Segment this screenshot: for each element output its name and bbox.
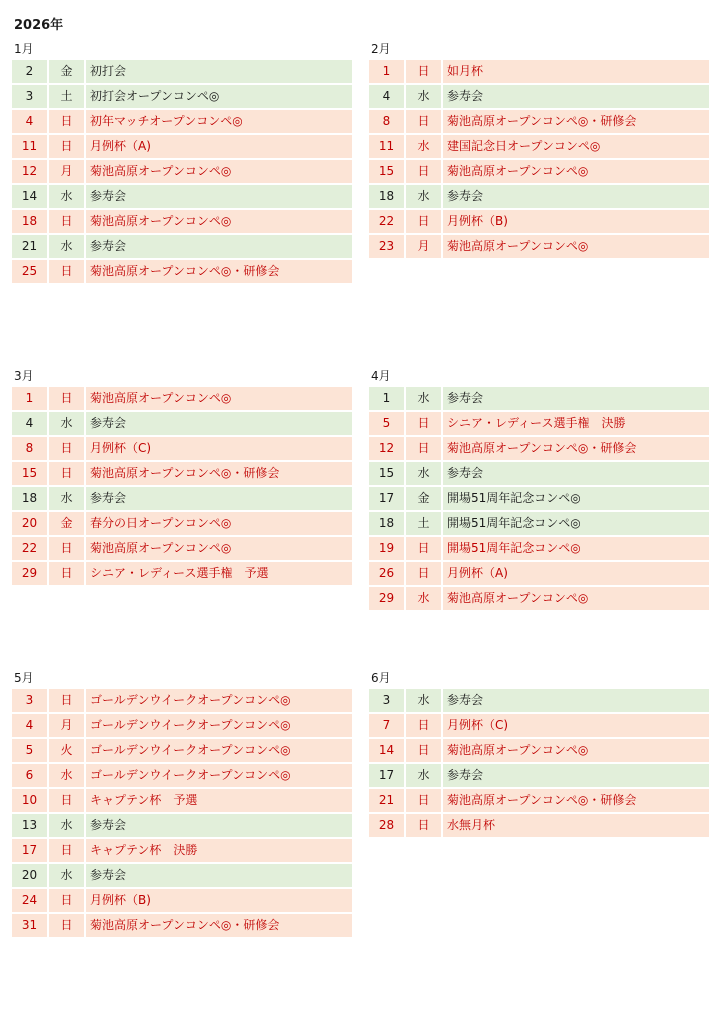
event-cell: 菊池高原オープンコンペ◎: [443, 739, 709, 762]
schedule-row: [12, 764, 352, 787]
schedule-row: [369, 562, 709, 585]
schedule-row: [12, 185, 352, 208]
schedule-row: [369, 789, 709, 812]
schedule-row: [12, 110, 352, 133]
weekday-cell: 日: [406, 437, 441, 460]
weekday-cell: 金: [406, 487, 441, 510]
weekday-cell: 土: [49, 85, 84, 108]
schedule-row: [12, 210, 352, 233]
weekday-cell: 土: [406, 512, 441, 535]
event-cell: 参寿会: [443, 764, 709, 787]
weekday-cell: 水: [406, 85, 441, 108]
day-cell: 22: [369, 210, 404, 233]
schedule-row: [369, 135, 709, 158]
weekday-cell: 日: [49, 437, 84, 460]
schedule-row: [12, 437, 352, 460]
day-cell: 14: [369, 739, 404, 762]
day-cell: 29: [12, 562, 47, 585]
weekday-cell: 日: [49, 789, 84, 812]
day-cell: 18: [369, 512, 404, 535]
schedule-row: [12, 714, 352, 737]
weekday-cell: 日: [49, 889, 84, 912]
event-cell: 如月杯: [443, 60, 709, 83]
weekday-cell: 水: [406, 387, 441, 410]
month-title: 3月: [14, 369, 34, 383]
day-cell: 21: [369, 789, 404, 812]
month-title: 4月: [371, 369, 391, 383]
month-april: [369, 365, 709, 612]
schedule-row: [369, 412, 709, 435]
event-cell: 菊池高原オープンコンペ◎: [86, 387, 352, 410]
event-cell: 菊池高原オープンコンペ◎・研修会: [443, 789, 709, 812]
schedule-row: [12, 814, 352, 837]
day-cell: 21: [12, 235, 47, 258]
day-cell: 3: [369, 689, 404, 712]
day-cell: 17: [369, 487, 404, 510]
weekday-cell: 水: [49, 764, 84, 787]
month-june: [369, 667, 709, 839]
weekday-cell: 日: [406, 160, 441, 183]
day-cell: 14: [12, 185, 47, 208]
day-cell: 18: [12, 487, 47, 510]
weekday-cell: 日: [406, 210, 441, 233]
schedule-row: [12, 60, 352, 83]
schedule-row: [12, 562, 352, 585]
event-cell: 初年マッチオープンコンペ◎: [86, 110, 352, 133]
schedule-row: [369, 764, 709, 787]
day-cell: 1: [369, 387, 404, 410]
event-cell: 菊池高原オープンコンペ◎・研修会: [86, 462, 352, 485]
weekday-cell: 水: [49, 487, 84, 510]
schedule-row: [369, 235, 709, 258]
weekday-cell: 日: [406, 60, 441, 83]
weekday-cell: 水: [406, 185, 441, 208]
event-cell: ゴールデンウイークオープンコンペ◎: [86, 714, 352, 737]
schedule-row: [369, 739, 709, 762]
weekday-cell: 日: [406, 714, 441, 737]
day-cell: 11: [369, 135, 404, 158]
year-title: 2026年: [14, 18, 64, 33]
day-cell: 12: [369, 437, 404, 460]
weekday-cell: 日: [49, 260, 84, 283]
schedule-row: [12, 689, 352, 712]
weekday-cell: 水: [406, 462, 441, 485]
schedule-row: [12, 487, 352, 510]
weekday-cell: 水: [406, 587, 441, 610]
event-cell: 菊池高原オープンコンペ◎・研修会: [86, 914, 352, 937]
month-title: 6月: [371, 671, 391, 685]
schedule-row: [369, 160, 709, 183]
event-cell: 初打会オープンコンペ◎: [86, 85, 352, 108]
month-february: [369, 38, 709, 260]
schedule-row: [12, 739, 352, 762]
schedule-row: [12, 260, 352, 283]
day-cell: 12: [12, 160, 47, 183]
weekday-cell: 日: [406, 814, 441, 837]
month-january: [12, 38, 352, 285]
event-cell: 月例杯（B): [86, 889, 352, 912]
day-cell: 10: [12, 789, 47, 812]
weekday-cell: 日: [406, 537, 441, 560]
weekday-cell: 水: [49, 864, 84, 887]
day-cell: 17: [369, 764, 404, 787]
day-cell: 31: [12, 914, 47, 937]
event-cell: 菊池高原オープンコンペ◎: [443, 587, 709, 610]
schedule-row: [12, 160, 352, 183]
day-cell: 19: [369, 537, 404, 560]
day-cell: 7: [369, 714, 404, 737]
day-cell: 4: [12, 412, 47, 435]
event-cell: 参寿会: [86, 235, 352, 258]
schedule-row: [369, 512, 709, 535]
day-cell: 29: [369, 587, 404, 610]
day-cell: 3: [12, 689, 47, 712]
schedule-row: [12, 512, 352, 535]
schedule-row: [12, 85, 352, 108]
event-cell: 参寿会: [443, 185, 709, 208]
day-cell: 24: [12, 889, 47, 912]
day-cell: 13: [12, 814, 47, 837]
day-cell: 28: [369, 814, 404, 837]
weekday-cell: 月: [49, 714, 84, 737]
day-cell: 8: [369, 110, 404, 133]
day-cell: 18: [369, 185, 404, 208]
event-cell: 菊池高原オープンコンペ◎: [443, 160, 709, 183]
day-cell: 4: [369, 85, 404, 108]
event-cell: 参寿会: [86, 487, 352, 510]
event-cell: 開場51周年記念コンペ◎: [443, 537, 709, 560]
weekday-cell: 水: [49, 814, 84, 837]
event-cell: ゴールデンウイークオープンコンペ◎: [86, 689, 352, 712]
day-cell: 8: [12, 437, 47, 460]
event-cell: 開場51周年記念コンペ◎: [443, 512, 709, 535]
weekday-cell: 日: [406, 562, 441, 585]
schedule-row: [12, 387, 352, 410]
day-cell: 5: [369, 412, 404, 435]
event-cell: キャプテン杯 予選: [86, 789, 352, 812]
event-cell: 月例杯（B): [443, 210, 709, 233]
schedule-row: [12, 914, 352, 937]
day-cell: 20: [12, 864, 47, 887]
event-cell: ゴールデンウイークオープンコンペ◎: [86, 739, 352, 762]
schedule-row: [12, 839, 352, 862]
weekday-cell: 日: [49, 914, 84, 937]
event-cell: 菊池高原オープンコンペ◎: [86, 537, 352, 560]
schedule-row: [12, 412, 352, 435]
event-cell: 参寿会: [443, 462, 709, 485]
weekday-cell: 日: [406, 110, 441, 133]
event-cell: 開場51周年記念コンペ◎: [443, 487, 709, 510]
day-cell: 15: [369, 160, 404, 183]
event-cell: シニア・レディース選手権 予選: [86, 562, 352, 585]
event-cell: キャプテン杯 決勝: [86, 839, 352, 862]
event-cell: 参寿会: [86, 412, 352, 435]
month-title: 1月: [14, 42, 34, 56]
day-cell: 6: [12, 764, 47, 787]
weekday-cell: 日: [406, 412, 441, 435]
day-cell: 2: [12, 60, 47, 83]
schedule-row: [369, 487, 709, 510]
event-cell: 初打会: [86, 60, 352, 83]
month-title: 2月: [371, 42, 391, 56]
day-cell: 15: [12, 462, 47, 485]
day-cell: 15: [369, 462, 404, 485]
weekday-cell: 日: [49, 537, 84, 560]
event-cell: 月例杯（A): [443, 562, 709, 585]
day-cell: 5: [12, 739, 47, 762]
event-cell: 月例杯（C): [86, 437, 352, 460]
weekday-cell: 火: [49, 739, 84, 762]
day-cell: 11: [12, 135, 47, 158]
day-cell: 26: [369, 562, 404, 585]
day-cell: 17: [12, 839, 47, 862]
month-may: [12, 667, 352, 939]
schedule-row: [12, 864, 352, 887]
schedule-row: [369, 110, 709, 133]
event-cell: 建国記念日オープンコンペ◎: [443, 135, 709, 158]
day-cell: 18: [12, 210, 47, 233]
schedule-row: [369, 85, 709, 108]
event-cell: 参寿会: [86, 185, 352, 208]
schedule-row: [369, 387, 709, 410]
day-cell: 1: [369, 60, 404, 83]
weekday-cell: 日: [406, 739, 441, 762]
weekday-cell: 日: [49, 462, 84, 485]
day-cell: 23: [369, 235, 404, 258]
day-cell: 20: [12, 512, 47, 535]
weekday-cell: 金: [49, 60, 84, 83]
event-cell: ゴールデンウイークオープンコンペ◎: [86, 764, 352, 787]
schedule-row: [12, 235, 352, 258]
month-march: [12, 365, 352, 587]
schedule-row: [369, 537, 709, 560]
day-cell: 22: [12, 537, 47, 560]
event-cell: 参寿会: [443, 387, 709, 410]
event-cell: 水無月杯: [443, 814, 709, 837]
weekday-cell: 水: [406, 135, 441, 158]
schedule-row: [12, 462, 352, 485]
schedule-row: [369, 185, 709, 208]
schedule-row: [369, 462, 709, 485]
day-cell: 4: [12, 110, 47, 133]
schedule-row: [369, 587, 709, 610]
day-cell: 4: [12, 714, 47, 737]
weekday-cell: 日: [49, 387, 84, 410]
day-cell: 1: [12, 387, 47, 410]
schedule-row: [12, 889, 352, 912]
schedule-row: [12, 537, 352, 560]
event-cell: 菊池高原オープンコンペ◎: [86, 210, 352, 233]
weekday-cell: 水: [49, 185, 84, 208]
schedule-row: [369, 210, 709, 233]
event-cell: 菊池高原オープンコンペ◎: [443, 235, 709, 258]
schedule-row: [369, 814, 709, 837]
weekday-cell: 日: [406, 789, 441, 812]
event-cell: 春分の日オープンコンペ◎: [86, 512, 352, 535]
weekday-cell: 日: [49, 689, 84, 712]
day-cell: 25: [12, 260, 47, 283]
schedule-row: [369, 60, 709, 83]
weekday-cell: 日: [49, 562, 84, 585]
weekday-cell: 水: [49, 412, 84, 435]
weekday-cell: 金: [49, 512, 84, 535]
event-cell: 菊池高原オープンコンペ◎・研修会: [443, 110, 709, 133]
schedule-row: [12, 135, 352, 158]
weekday-cell: 水: [406, 764, 441, 787]
schedule-row: [369, 437, 709, 460]
event-cell: 参寿会: [443, 85, 709, 108]
event-cell: 参寿会: [86, 814, 352, 837]
schedule-row: [12, 789, 352, 812]
event-cell: 月例杯（A): [86, 135, 352, 158]
day-cell: 3: [12, 85, 47, 108]
event-cell: 参寿会: [86, 864, 352, 887]
weekday-cell: 日: [49, 110, 84, 133]
weekday-cell: 水: [49, 235, 84, 258]
weekday-cell: 日: [49, 839, 84, 862]
event-cell: シニア・レディース選手権 決勝: [443, 412, 709, 435]
weekday-cell: 水: [406, 689, 441, 712]
event-cell: 菊池高原オープンコンペ◎・研修会: [86, 260, 352, 283]
weekday-cell: 日: [49, 135, 84, 158]
weekday-cell: 月: [49, 160, 84, 183]
schedule-row: [369, 714, 709, 737]
month-title: 5月: [14, 671, 34, 685]
event-cell: 菊池高原オープンコンペ◎・研修会: [443, 437, 709, 460]
event-cell: 菊池高原オープンコンペ◎: [86, 160, 352, 183]
event-cell: 月例杯（C): [443, 714, 709, 737]
weekday-cell: 月: [406, 235, 441, 258]
schedule-row: [369, 689, 709, 712]
weekday-cell: 日: [49, 210, 84, 233]
event-cell: 参寿会: [443, 689, 709, 712]
